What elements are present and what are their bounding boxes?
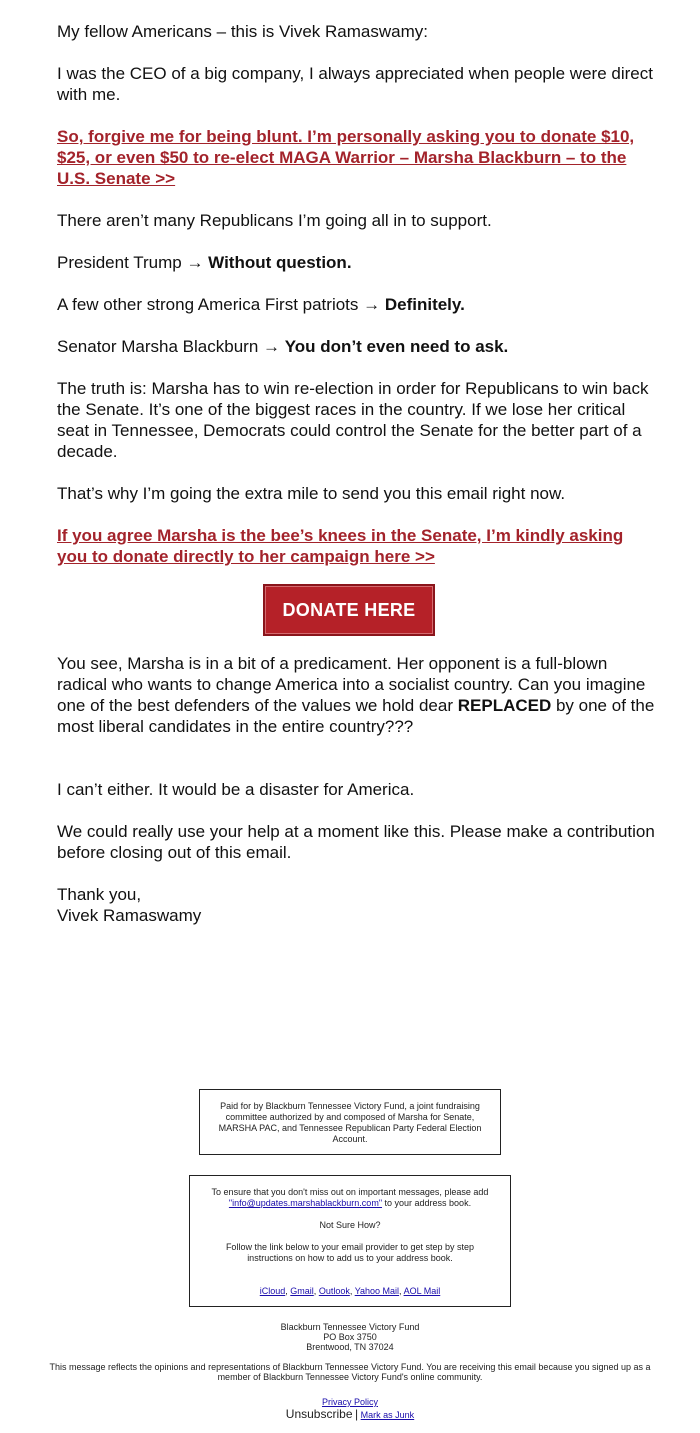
donate-link-2[interactable]: If you agree Marsha is the bee’s knees in the Senate, I’m kindly asking you to donate directly to her campaign here >> (57, 526, 624, 566)
replaced-emphasis: REPLACED (457, 696, 552, 715)
donate-link-1[interactable]: So, forgive me for being blunt. I’m personally asking you to donate $10, $25, or even $50 to re-elect MAGA Warrior – Marsha Blackburn – to the U.S. Senate >> (57, 127, 635, 188)
org-name: Blackburn Tennessee Victory Fund (280, 1322, 420, 1332)
provider-link-outlook[interactable]: Outlook (318, 1286, 350, 1296)
patriots-line-answer: Definitely. (384, 295, 465, 314)
donate-button-wrap (263, 584, 435, 636)
extra-mile-paragraph: That’s why I’m going the extra mile to send you this email right now. (57, 484, 566, 503)
addressbook-intro-a: To ensure that you don't miss out on important messages, please add (211, 1187, 489, 1197)
trump-line (57, 252, 657, 273)
help-paragraph: We could really use your help at a moment like this. Please make a contribution before closing out of this email. (57, 822, 655, 862)
provider-link-gmail[interactable]: Gmail (290, 1286, 314, 1296)
predicament-text-b: by one of the most liberal candidates in the entire country??? (57, 696, 655, 736)
sender-email-link[interactable]: "info@updates.marshablackburn.com" (228, 1198, 383, 1208)
mailing-address (40, 1322, 660, 1352)
footer-links (40, 1397, 660, 1420)
donate-here-button[interactable]: DONATE HERE (263, 584, 435, 636)
po-box: PO Box 3750 (323, 1332, 377, 1342)
greeting: My fellow Americans – this is Vivek Ramaswamy: (57, 22, 428, 41)
provider-link-yahoo[interactable]: Yahoo Mail (354, 1286, 400, 1296)
trump-line-prefix: President Trump → (57, 253, 209, 272)
intro-paragraph: I was the CEO of a big company, I always appreciated when people were direct with me. (57, 64, 653, 104)
truth-paragraph: The truth is: Marsha has to win re-election in order for Republicans to win back the Senate. It’s one of the biggest races in the country. If we lose her critical seat in Tennessee, Democrats could control the Senate for the better part of a decade. (57, 379, 649, 461)
patriots-line-prefix: A few other strong America First patriots → (57, 295, 385, 314)
disaster-paragraph: I can’t either. It would be a disaster for America. (57, 780, 415, 799)
blackburn-line-answer: You don’t even need to ask. (284, 337, 509, 356)
provider-link-aol[interactable]: AOL Mail (403, 1286, 441, 1296)
addressbook-box (189, 1175, 511, 1307)
disclaimer-box: Paid for by Blackburn Tennessee Victory Fund, a joint fundraising committee authorized by and composed of Marsha for Senate, MARSHA PAC, and Tennessee Republican Party Federal Election Account. (199, 1089, 501, 1155)
mark-as-junk-link[interactable]: Mark as Junk (360, 1410, 415, 1420)
provider-links: iCloud, Gmail, Outlook, Yahoo Mail, AOL Mail (259, 1286, 441, 1296)
signoff: Thank you, (57, 885, 142, 904)
addressbook-intro (204, 1187, 496, 1209)
opt-in-notice: This message reflects the opinions and representations of Blackburn Tennessee Victory Fund. You are receiving this email because you signed up as a member of Blackburn Tennessee Victory Fund's online community. (49, 1362, 651, 1382)
trump-line-answer: Without question. (208, 253, 352, 272)
patriots-line (57, 294, 657, 315)
provider-link-icloud[interactable]: iCloud (259, 1286, 286, 1296)
privacy-policy-link[interactable]: Privacy Policy (321, 1397, 378, 1407)
blackburn-line (57, 336, 657, 357)
city-state-zip: Brentwood, TN 37024 (306, 1342, 394, 1352)
predicament-text-a: You see, Marsha is in a bit of a predicament. Her opponent is a full-blown radical who wants to change America into a socialist country. Can you imagine one of the best defenders of the values we hold dear (57, 654, 646, 715)
support-paragraph: There aren’t many Republicans I’m going all in to support. (57, 211, 492, 230)
addressbook-intro-b: to your address book. (382, 1198, 472, 1208)
unsubscribe-link[interactable]: Unsubscribe (285, 1407, 353, 1421)
link-separator: | (355, 1407, 359, 1421)
not-sure-heading: Not Sure How? (319, 1220, 381, 1230)
blackburn-line-prefix: Senator Marsha Blackburn → (57, 337, 285, 356)
donate-ask-paragraph-2 (57, 525, 657, 567)
signature: Vivek Ramaswamy (57, 906, 202, 925)
predicament-paragraph (57, 653, 657, 737)
donate-ask-paragraph (57, 126, 657, 189)
addressbook-instructions: Follow the link below to your email provider to get step by step instructions on how to add us to your address book. (225, 1242, 475, 1263)
